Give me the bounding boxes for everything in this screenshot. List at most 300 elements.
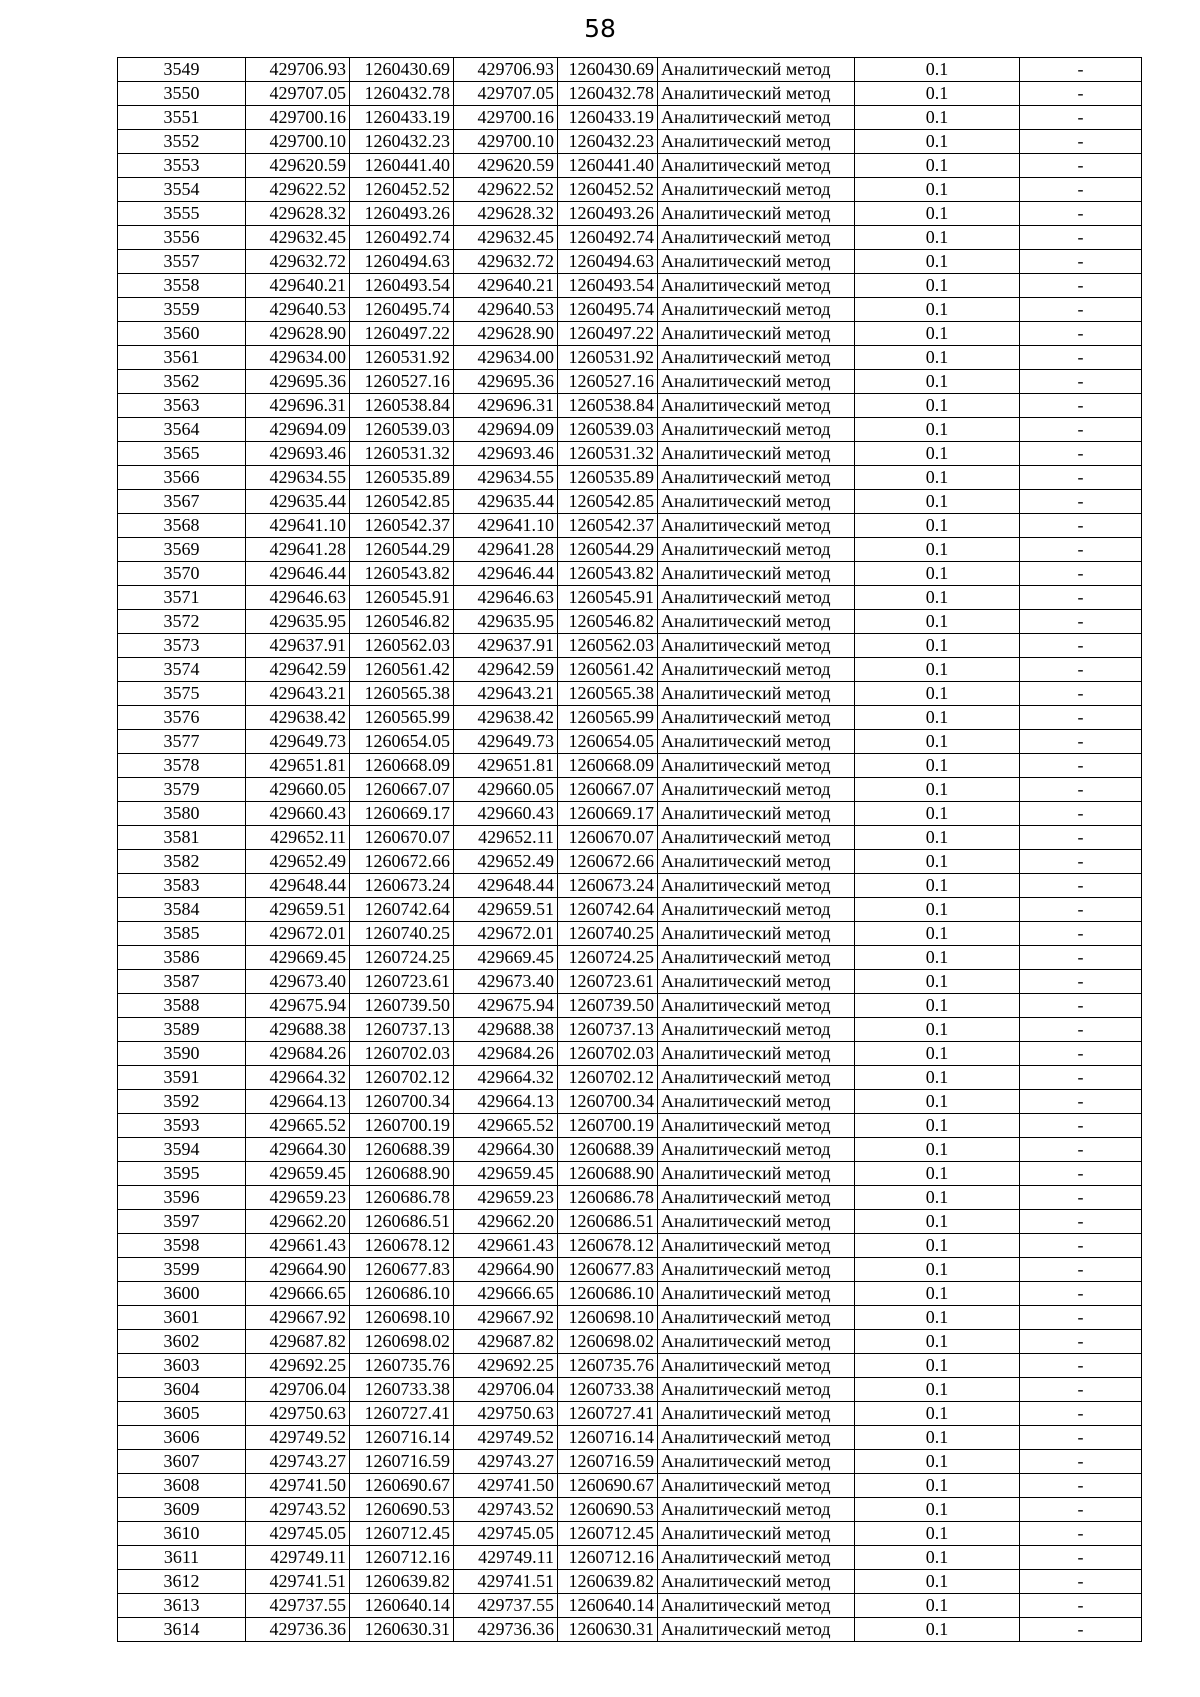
table-row: [118, 1090, 1142, 1114]
accuracy-cell: 0.1: [855, 106, 1020, 130]
description-cell: -: [1020, 1162, 1142, 1186]
y-new-cell: 1260702.12: [558, 1066, 658, 1090]
description-cell: -: [1020, 826, 1142, 850]
method-cell: Аналитический метод: [658, 1450, 855, 1474]
x-old-cell: 429652.49: [246, 850, 350, 874]
method-cell: Аналитический метод: [658, 658, 855, 682]
y-new-cell: 1260688.39: [558, 1138, 658, 1162]
x-old-cell: 429641.28: [246, 538, 350, 562]
accuracy-cell: 0.1: [855, 1618, 1020, 1642]
description-cell: -: [1020, 490, 1142, 514]
x-new-cell: 429632.72: [454, 250, 558, 274]
table-row: [118, 1066, 1142, 1090]
description-cell: -: [1020, 1138, 1142, 1162]
x-new-cell: 429637.91: [454, 634, 558, 658]
table-row: [118, 922, 1142, 946]
point-number-cell: 3613: [118, 1594, 246, 1618]
x-old-cell: 429743.52: [246, 1498, 350, 1522]
x-old-cell: 429664.30: [246, 1138, 350, 1162]
point-number-cell: 3607: [118, 1450, 246, 1474]
y-new-cell: 1260686.51: [558, 1210, 658, 1234]
table-row: [118, 370, 1142, 394]
method-cell: Аналитический метод: [658, 1546, 855, 1570]
description-cell: -: [1020, 106, 1142, 130]
description-cell: -: [1020, 1306, 1142, 1330]
x-new-cell: 429700.10: [454, 130, 558, 154]
x-old-cell: 429649.73: [246, 730, 350, 754]
point-number-cell: 3582: [118, 850, 246, 874]
x-old-cell: 429665.52: [246, 1114, 350, 1138]
point-number-cell: 3608: [118, 1474, 246, 1498]
x-new-cell: 429737.55: [454, 1594, 558, 1618]
x-old-cell: 429646.63: [246, 586, 350, 610]
method-cell: Аналитический метод: [658, 970, 855, 994]
x-new-cell: 429736.36: [454, 1618, 558, 1642]
point-number-cell: 3574: [118, 658, 246, 682]
x-old-cell: 429660.43: [246, 802, 350, 826]
accuracy-cell: 0.1: [855, 154, 1020, 178]
y-old-cell: 1260740.25: [350, 922, 454, 946]
y-old-cell: 1260561.42: [350, 658, 454, 682]
description-cell: -: [1020, 202, 1142, 226]
point-number-cell: 3603: [118, 1354, 246, 1378]
accuracy-cell: 0.1: [855, 466, 1020, 490]
x-old-cell: 429684.26: [246, 1042, 350, 1066]
table-row: [118, 82, 1142, 106]
accuracy-cell: 0.1: [855, 1066, 1020, 1090]
x-new-cell: 429749.11: [454, 1546, 558, 1570]
y-old-cell: 1260492.74: [350, 226, 454, 250]
accuracy-cell: 0.1: [855, 754, 1020, 778]
table-row: [118, 1330, 1142, 1354]
point-number-cell: 3564: [118, 418, 246, 442]
method-cell: Аналитический метод: [658, 1402, 855, 1426]
table-row: [118, 706, 1142, 730]
y-new-cell: 1260562.03: [558, 634, 658, 658]
y-old-cell: 1260542.85: [350, 490, 454, 514]
table-row: [118, 202, 1142, 226]
table-row: [118, 298, 1142, 322]
table-row: [118, 1138, 1142, 1162]
x-new-cell: 429664.13: [454, 1090, 558, 1114]
method-cell: Аналитический метод: [658, 730, 855, 754]
method-cell: Аналитический метод: [658, 1618, 855, 1642]
x-new-cell: 429662.20: [454, 1210, 558, 1234]
x-new-cell: 429743.27: [454, 1450, 558, 1474]
description-cell: -: [1020, 250, 1142, 274]
accuracy-cell: 0.1: [855, 1498, 1020, 1522]
accuracy-cell: 0.1: [855, 82, 1020, 106]
table-row: [118, 538, 1142, 562]
table-row: [118, 1114, 1142, 1138]
x-new-cell: 429643.21: [454, 682, 558, 706]
description-cell: -: [1020, 226, 1142, 250]
y-old-cell: 1260668.09: [350, 754, 454, 778]
point-number-cell: 3583: [118, 874, 246, 898]
accuracy-cell: 0.1: [855, 634, 1020, 658]
table-row: [118, 562, 1142, 586]
method-cell: Аналитический метод: [658, 202, 855, 226]
y-old-cell: 1260546.82: [350, 610, 454, 634]
accuracy-cell: 0.1: [855, 610, 1020, 634]
x-new-cell: 429675.94: [454, 994, 558, 1018]
x-old-cell: 429692.25: [246, 1354, 350, 1378]
y-new-cell: 1260739.50: [558, 994, 658, 1018]
y-old-cell: 1260727.41: [350, 1402, 454, 1426]
description-cell: -: [1020, 274, 1142, 298]
x-old-cell: 429638.42: [246, 706, 350, 730]
point-number-cell: 3555: [118, 202, 246, 226]
method-cell: Аналитический метод: [658, 466, 855, 490]
description-cell: -: [1020, 610, 1142, 634]
x-new-cell: 429652.11: [454, 826, 558, 850]
accuracy-cell: 0.1: [855, 898, 1020, 922]
point-number-cell: 3577: [118, 730, 246, 754]
accuracy-cell: 0.1: [855, 442, 1020, 466]
y-new-cell: 1260678.12: [558, 1234, 658, 1258]
description-cell: -: [1020, 346, 1142, 370]
accuracy-cell: 0.1: [855, 226, 1020, 250]
point-number-cell: 3606: [118, 1426, 246, 1450]
accuracy-cell: 0.1: [855, 1306, 1020, 1330]
y-old-cell: 1260677.83: [350, 1258, 454, 1282]
x-new-cell: 429641.28: [454, 538, 558, 562]
y-new-cell: 1260712.16: [558, 1546, 658, 1570]
method-cell: Аналитический метод: [658, 1042, 855, 1066]
description-cell: -: [1020, 394, 1142, 418]
method-cell: Аналитический метод: [658, 394, 855, 418]
x-old-cell: 429632.72: [246, 250, 350, 274]
y-new-cell: 1260493.54: [558, 274, 658, 298]
x-old-cell: 429640.53: [246, 298, 350, 322]
method-cell: Аналитический метод: [658, 1210, 855, 1234]
x-new-cell: 429646.63: [454, 586, 558, 610]
accuracy-cell: 0.1: [855, 1258, 1020, 1282]
x-new-cell: 429664.32: [454, 1066, 558, 1090]
point-number-cell: 3599: [118, 1258, 246, 1282]
x-old-cell: 429675.94: [246, 994, 350, 1018]
y-old-cell: 1260737.13: [350, 1018, 454, 1042]
accuracy-cell: 0.1: [855, 970, 1020, 994]
y-old-cell: 1260545.91: [350, 586, 454, 610]
y-new-cell: 1260639.82: [558, 1570, 658, 1594]
y-old-cell: 1260686.78: [350, 1186, 454, 1210]
x-old-cell: 429635.44: [246, 490, 350, 514]
x-old-cell: 429745.05: [246, 1522, 350, 1546]
description-cell: -: [1020, 154, 1142, 178]
method-cell: Аналитический метод: [658, 994, 855, 1018]
x-old-cell: 429661.43: [246, 1234, 350, 1258]
table-row: [118, 1594, 1142, 1618]
y-new-cell: 1260545.91: [558, 586, 658, 610]
method-cell: Аналитический метод: [658, 946, 855, 970]
description-cell: -: [1020, 442, 1142, 466]
description-cell: -: [1020, 1018, 1142, 1042]
y-old-cell: 1260494.63: [350, 250, 454, 274]
x-new-cell: 429700.16: [454, 106, 558, 130]
y-new-cell: 1260630.31: [558, 1618, 658, 1642]
x-new-cell: 429638.42: [454, 706, 558, 730]
method-cell: Аналитический метод: [658, 1474, 855, 1498]
description-cell: -: [1020, 1402, 1142, 1426]
accuracy-cell: 0.1: [855, 394, 1020, 418]
point-number-cell: 3585: [118, 922, 246, 946]
point-number-cell: 3609: [118, 1498, 246, 1522]
description-cell: -: [1020, 178, 1142, 202]
method-cell: Аналитический метод: [658, 154, 855, 178]
x-old-cell: 429659.23: [246, 1186, 350, 1210]
accuracy-cell: 0.1: [855, 730, 1020, 754]
y-new-cell: 1260542.37: [558, 514, 658, 538]
x-old-cell: 429642.59: [246, 658, 350, 682]
x-old-cell: 429707.05: [246, 82, 350, 106]
point-number-cell: 3568: [118, 514, 246, 538]
table-row: [118, 346, 1142, 370]
y-old-cell: 1260688.90: [350, 1162, 454, 1186]
x-old-cell: 429634.00: [246, 346, 350, 370]
y-new-cell: 1260565.38: [558, 682, 658, 706]
description-cell: -: [1020, 1474, 1142, 1498]
y-new-cell: 1260742.64: [558, 898, 658, 922]
point-number-cell: 3572: [118, 610, 246, 634]
x-new-cell: 429659.51: [454, 898, 558, 922]
x-new-cell: 429634.55: [454, 466, 558, 490]
x-old-cell: 429688.38: [246, 1018, 350, 1042]
y-old-cell: 1260493.26: [350, 202, 454, 226]
table-row: [118, 994, 1142, 1018]
method-cell: Аналитический метод: [658, 1570, 855, 1594]
method-cell: Аналитический метод: [658, 1186, 855, 1210]
y-old-cell: 1260686.51: [350, 1210, 454, 1234]
description-cell: -: [1020, 1042, 1142, 1066]
x-old-cell: 429700.10: [246, 130, 350, 154]
x-old-cell: 429741.51: [246, 1570, 350, 1594]
description-cell: -: [1020, 634, 1142, 658]
x-old-cell: 429641.10: [246, 514, 350, 538]
accuracy-cell: 0.1: [855, 874, 1020, 898]
y-new-cell: 1260492.74: [558, 226, 658, 250]
y-new-cell: 1260740.25: [558, 922, 658, 946]
method-cell: Аналитический метод: [658, 1354, 855, 1378]
table-row: [118, 874, 1142, 898]
y-old-cell: 1260698.02: [350, 1330, 454, 1354]
point-number-cell: 3614: [118, 1618, 246, 1642]
method-cell: Аналитический метод: [658, 634, 855, 658]
y-new-cell: 1260495.74: [558, 298, 658, 322]
x-old-cell: 429687.82: [246, 1330, 350, 1354]
description-cell: -: [1020, 1210, 1142, 1234]
y-new-cell: 1260698.10: [558, 1306, 658, 1330]
x-new-cell: 429640.53: [454, 298, 558, 322]
x-old-cell: 429620.59: [246, 154, 350, 178]
y-new-cell: 1260654.05: [558, 730, 658, 754]
point-number-cell: 3591: [118, 1066, 246, 1090]
point-number-cell: 3576: [118, 706, 246, 730]
description-cell: -: [1020, 682, 1142, 706]
accuracy-cell: 0.1: [855, 802, 1020, 826]
y-old-cell: 1260654.05: [350, 730, 454, 754]
point-number-cell: 3595: [118, 1162, 246, 1186]
point-number-cell: 3571: [118, 586, 246, 610]
x-old-cell: 429700.16: [246, 106, 350, 130]
table-row: [118, 106, 1142, 130]
table-row: [118, 490, 1142, 514]
x-old-cell: 429664.13: [246, 1090, 350, 1114]
y-old-cell: 1260544.29: [350, 538, 454, 562]
point-number-cell: 3589: [118, 1018, 246, 1042]
x-new-cell: 429673.40: [454, 970, 558, 994]
table-row: [118, 394, 1142, 418]
y-new-cell: 1260716.59: [558, 1450, 658, 1474]
x-new-cell: 429635.95: [454, 610, 558, 634]
x-new-cell: 429634.00: [454, 346, 558, 370]
x-new-cell: 429669.45: [454, 946, 558, 970]
x-old-cell: 429737.55: [246, 1594, 350, 1618]
accuracy-cell: 0.1: [855, 322, 1020, 346]
x-old-cell: 429652.11: [246, 826, 350, 850]
point-number-cell: 3551: [118, 106, 246, 130]
table-row: [118, 322, 1142, 346]
y-new-cell: 1260669.17: [558, 802, 658, 826]
description-cell: -: [1020, 1090, 1142, 1114]
method-cell: Аналитический метод: [658, 778, 855, 802]
y-old-cell: 1260716.14: [350, 1426, 454, 1450]
table-row: [118, 754, 1142, 778]
y-old-cell: 1260565.38: [350, 682, 454, 706]
point-number-cell: 3586: [118, 946, 246, 970]
x-old-cell: 429667.92: [246, 1306, 350, 1330]
x-new-cell: 429684.26: [454, 1042, 558, 1066]
x-new-cell: 429641.10: [454, 514, 558, 538]
accuracy-cell: 0.1: [855, 586, 1020, 610]
method-cell: Аналитический метод: [658, 850, 855, 874]
description-cell: -: [1020, 1546, 1142, 1570]
accuracy-cell: 0.1: [855, 1282, 1020, 1306]
x-new-cell: 429696.31: [454, 394, 558, 418]
y-old-cell: 1260702.03: [350, 1042, 454, 1066]
y-old-cell: 1260542.37: [350, 514, 454, 538]
accuracy-cell: 0.1: [855, 1474, 1020, 1498]
method-cell: Аналитический метод: [658, 226, 855, 250]
point-number-cell: 3573: [118, 634, 246, 658]
accuracy-cell: 0.1: [855, 1594, 1020, 1618]
method-cell: Аналитический метод: [658, 274, 855, 298]
table-row: [118, 1474, 1142, 1498]
table-row: [118, 1162, 1142, 1186]
x-old-cell: 429637.91: [246, 634, 350, 658]
accuracy-cell: 0.1: [855, 1546, 1020, 1570]
point-number-cell: 3588: [118, 994, 246, 1018]
x-old-cell: 429635.95: [246, 610, 350, 634]
y-new-cell: 1260441.40: [558, 154, 658, 178]
y-new-cell: 1260494.63: [558, 250, 658, 274]
table-row: [118, 730, 1142, 754]
point-number-cell: 3558: [118, 274, 246, 298]
accuracy-cell: 0.1: [855, 1114, 1020, 1138]
x-old-cell: 429743.27: [246, 1450, 350, 1474]
x-new-cell: 429649.73: [454, 730, 558, 754]
x-new-cell: 429692.25: [454, 1354, 558, 1378]
point-number-cell: 3590: [118, 1042, 246, 1066]
point-number-cell: 3578: [118, 754, 246, 778]
method-cell: Аналитический метод: [658, 346, 855, 370]
table-row: [118, 1570, 1142, 1594]
point-number-cell: 3596: [118, 1186, 246, 1210]
description-cell: -: [1020, 874, 1142, 898]
point-number-cell: 3605: [118, 1402, 246, 1426]
x-new-cell: 429706.93: [454, 58, 558, 82]
x-old-cell: 429706.93: [246, 58, 350, 82]
accuracy-cell: 0.1: [855, 346, 1020, 370]
x-old-cell: 429693.46: [246, 442, 350, 466]
y-old-cell: 1260441.40: [350, 154, 454, 178]
y-old-cell: 1260531.92: [350, 346, 454, 370]
y-old-cell: 1260639.82: [350, 1570, 454, 1594]
method-cell: Аналитический метод: [658, 682, 855, 706]
accuracy-cell: 0.1: [855, 922, 1020, 946]
description-cell: -: [1020, 658, 1142, 682]
y-new-cell: 1260686.10: [558, 1282, 658, 1306]
y-old-cell: 1260700.34: [350, 1090, 454, 1114]
description-cell: -: [1020, 58, 1142, 82]
method-cell: Аналитический метод: [658, 82, 855, 106]
description-cell: -: [1020, 1258, 1142, 1282]
accuracy-cell: 0.1: [855, 58, 1020, 82]
y-old-cell: 1260673.24: [350, 874, 454, 898]
description-cell: -: [1020, 1282, 1142, 1306]
accuracy-cell: 0.1: [855, 298, 1020, 322]
point-number-cell: 3561: [118, 346, 246, 370]
method-cell: Аналитический метод: [658, 1522, 855, 1546]
x-old-cell: 429749.52: [246, 1426, 350, 1450]
method-cell: Аналитический метод: [658, 1594, 855, 1618]
y-new-cell: 1260733.38: [558, 1378, 658, 1402]
x-new-cell: 429745.05: [454, 1522, 558, 1546]
accuracy-cell: 0.1: [855, 1450, 1020, 1474]
x-old-cell: 429622.52: [246, 178, 350, 202]
y-old-cell: 1260495.74: [350, 298, 454, 322]
table-row: [118, 1378, 1142, 1402]
point-number-cell: 3601: [118, 1306, 246, 1330]
y-old-cell: 1260688.39: [350, 1138, 454, 1162]
y-old-cell: 1260690.67: [350, 1474, 454, 1498]
method-cell: Аналитический метод: [658, 1330, 855, 1354]
x-new-cell: 429652.49: [454, 850, 558, 874]
description-cell: -: [1020, 1114, 1142, 1138]
x-new-cell: 429741.51: [454, 1570, 558, 1594]
method-cell: Аналитический метод: [658, 1234, 855, 1258]
description-cell: -: [1020, 370, 1142, 394]
table-row: [118, 418, 1142, 442]
x-old-cell: 429706.04: [246, 1378, 350, 1402]
y-old-cell: 1260667.07: [350, 778, 454, 802]
x-old-cell: 429694.09: [246, 418, 350, 442]
table-row: [118, 274, 1142, 298]
description-cell: -: [1020, 994, 1142, 1018]
x-old-cell: 429662.20: [246, 1210, 350, 1234]
description-cell: -: [1020, 1234, 1142, 1258]
y-old-cell: 1260630.31: [350, 1618, 454, 1642]
method-cell: Аналитический метод: [658, 1258, 855, 1282]
point-number-cell: 3575: [118, 682, 246, 706]
method-cell: Аналитический метод: [658, 1378, 855, 1402]
x-old-cell: 429632.45: [246, 226, 350, 250]
accuracy-cell: 0.1: [855, 538, 1020, 562]
table-row: [118, 1450, 1142, 1474]
point-number-cell: 3570: [118, 562, 246, 586]
table-row: [118, 802, 1142, 826]
x-new-cell: 429665.52: [454, 1114, 558, 1138]
